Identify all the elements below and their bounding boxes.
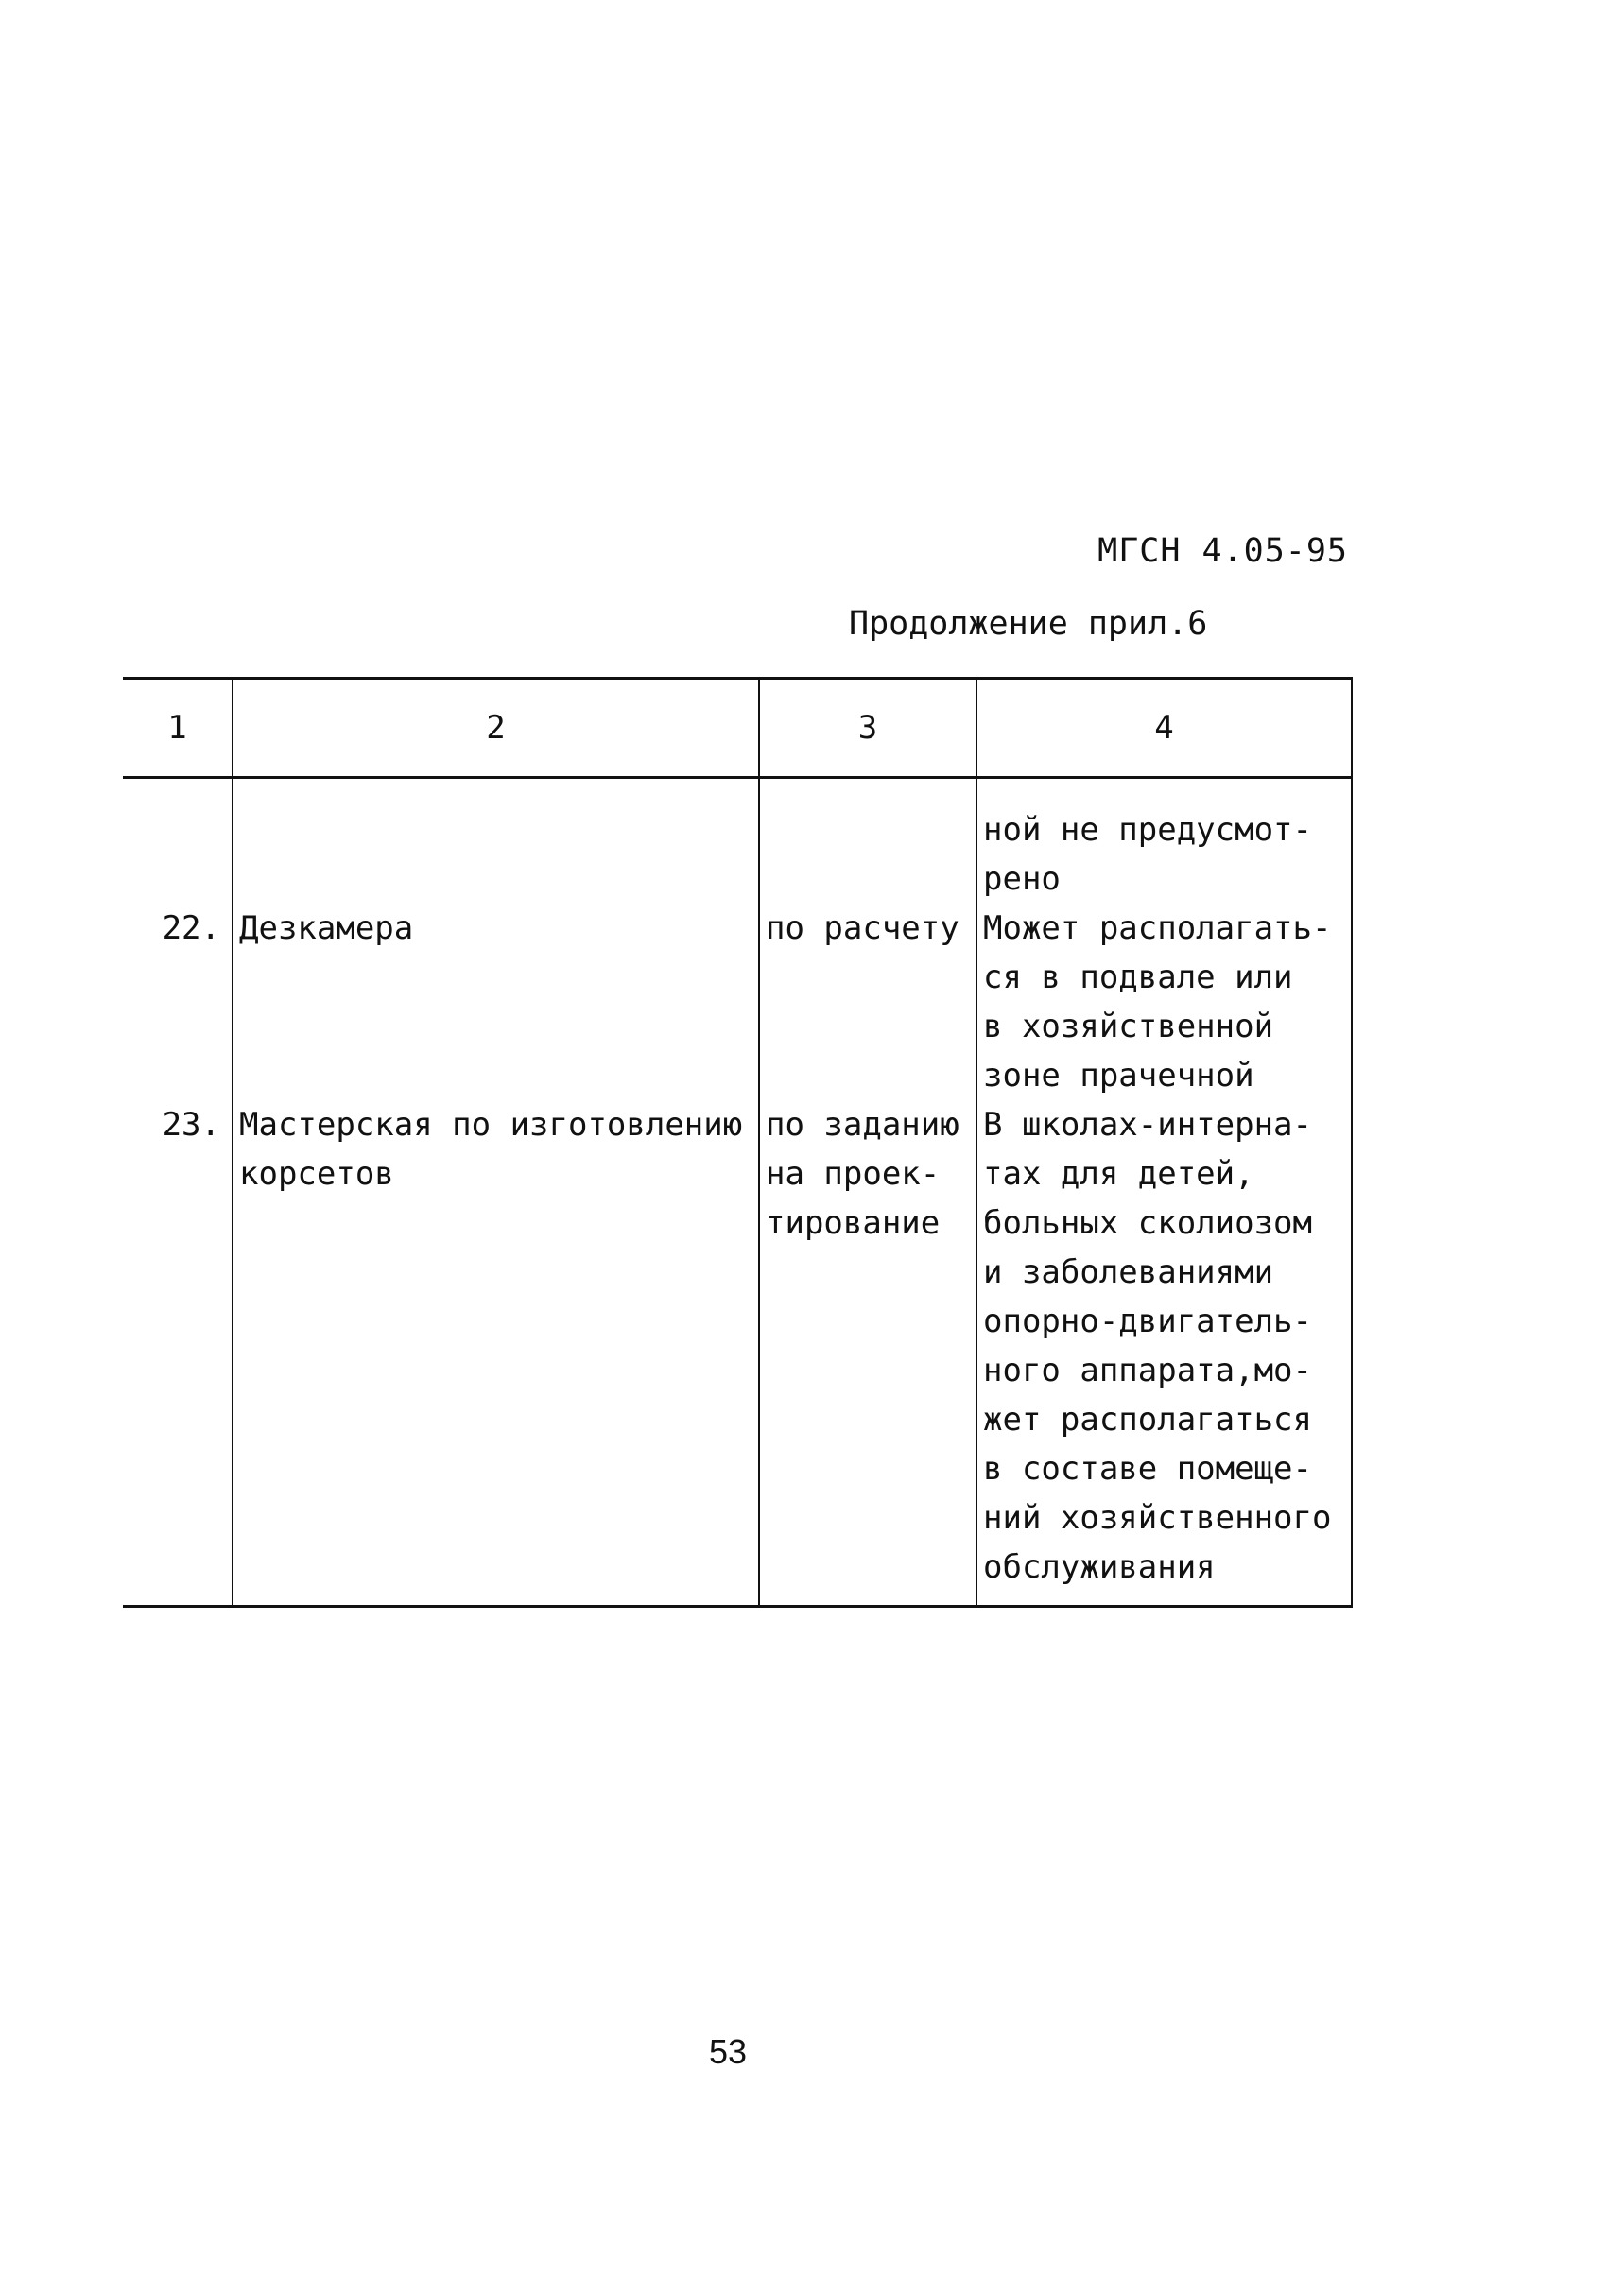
column-header-1: 1 [123,679,233,778]
continuation-caption: Продолжение прил.6 [849,605,1208,643]
appendix-table [123,677,1353,1608]
note-line: рено [983,860,1061,898]
note-line: ний хозяйственного [983,1499,1332,1537]
area-norm-line [766,805,970,854]
table-row [123,904,1352,1100]
page-number: 53 [708,2032,748,2071]
room-name-line: Мастерская по изготовлению [239,1106,743,1144]
note-line: зоне прачечной [983,1057,1254,1095]
column-header-4: 4 [976,679,1352,778]
room-name-cell [233,904,759,1100]
room-name-cell [233,1100,759,1607]
column-header-2: 2 [233,679,759,778]
row-number-cell [123,904,233,1100]
room-name-line [239,805,752,854]
note-line: В школах-интерна- [983,1106,1312,1144]
note-cell [976,1100,1352,1607]
note-line: в хозяйственной [983,1008,1274,1045]
area-norm-line: тирование [766,1204,941,1242]
document-code: МГСН 4.05-95 [1097,532,1348,570]
row-number [123,805,220,854]
row-number: 22. [162,909,220,947]
room-name-cell [233,778,759,905]
row-number-cell [123,778,233,905]
note-line: в составе помеще- [983,1450,1312,1488]
room-name-line: корсетов [239,1155,394,1193]
note-line: Может располагать- [983,909,1332,947]
header-row [123,679,1352,778]
table-header [123,679,1352,778]
area-norm-line: по расчету [766,909,959,947]
appendix-table-container [123,677,1352,1622]
note-line: тах для детей, [983,1155,1254,1193]
note-line: обслуживания [983,1548,1216,1586]
area-norm-cell [759,904,976,1100]
note-line: жет располагаться [983,1401,1312,1439]
note-line: ся в подвале или [983,958,1293,996]
row-number-cell [123,1100,233,1607]
note-line: ного аппарата,мо- [983,1352,1312,1389]
note-line: опорно-двигатель- [983,1302,1312,1340]
note-line: и заболеваниями [983,1253,1274,1291]
table-row [123,778,1352,905]
note-cell [976,778,1352,905]
note-line: ной не предусмот- [983,811,1312,849]
area-norm-line: на проек- [766,1155,941,1193]
note-cell [976,904,1352,1100]
row-number: 23. [162,1106,220,1144]
area-norm-line: по заданию [766,1106,959,1144]
room-name-line: Дезкамера [239,909,414,947]
area-norm-cell [759,1100,976,1607]
table-row [123,1100,1352,1607]
area-norm-cell [759,778,976,905]
table-body [123,778,1352,1607]
note-line: больных сколиозом [983,1204,1312,1242]
column-header-3: 3 [759,679,976,778]
